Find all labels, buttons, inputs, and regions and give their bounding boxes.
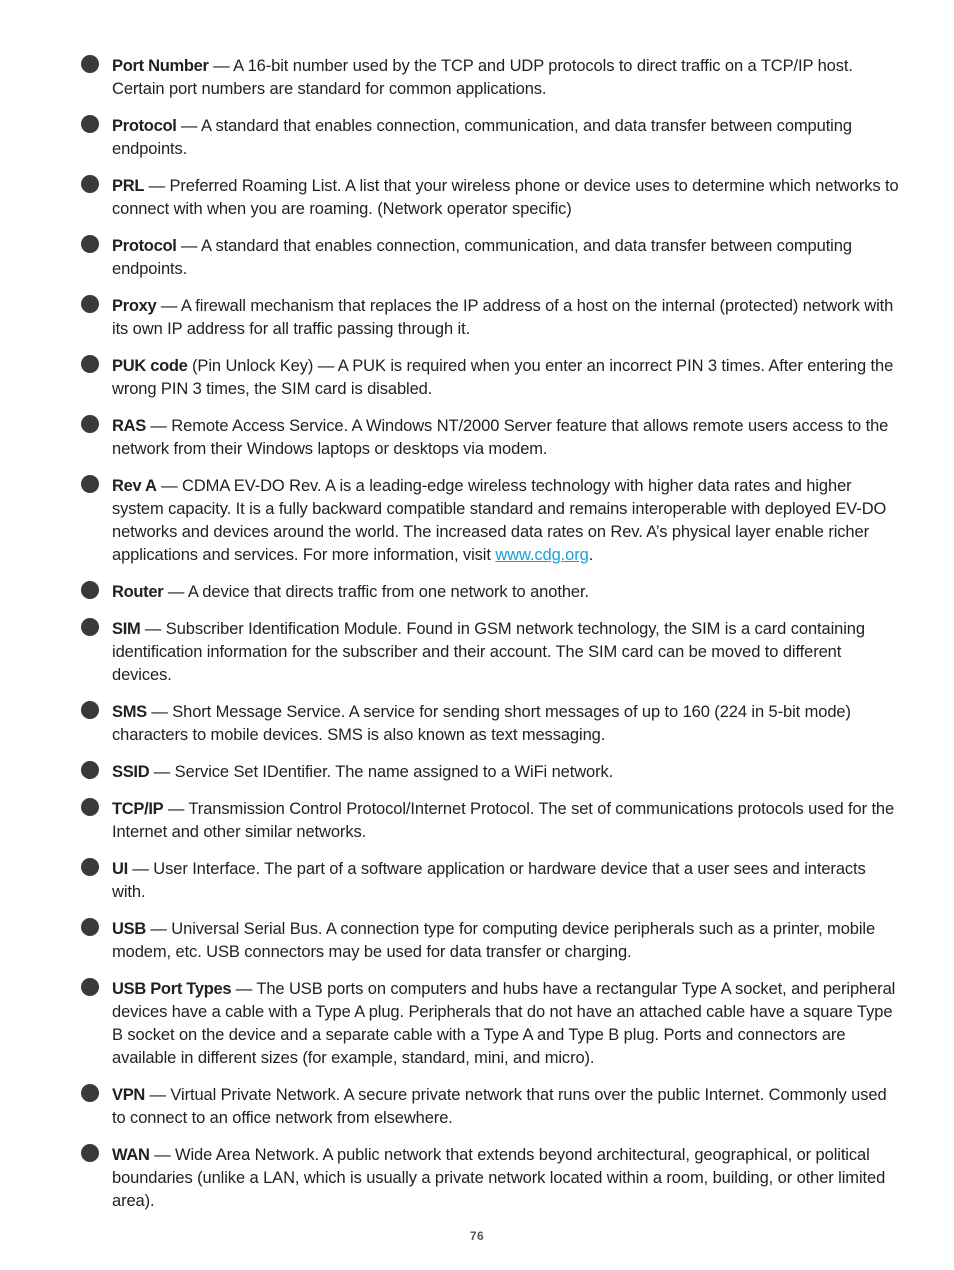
glossary-entry [80, 1084, 900, 1130]
glossary-entry [80, 475, 900, 567]
glossary-entry [80, 355, 900, 401]
glossary-definition: — A device that directs traffic from one network to another. [163, 583, 589, 601]
glossary-term: TCP/IP [112, 800, 164, 818]
glossary-term: Protocol [112, 237, 177, 255]
bullet-icon [81, 475, 99, 493]
definition-end-punctuation: . [588, 546, 594, 564]
glossary-definition: — A firewall mechanism that replaces the IP address of a host on the internal (protected) network with its own IP address for all traffic passing through it. [112, 297, 894, 338]
glossary-entry [80, 978, 900, 1070]
glossary-entry [80, 1144, 900, 1213]
bullet-icon [81, 618, 99, 636]
glossary-definition: — Short Message Service. A service for sending short messages of up to 160 (224 in 5-bit mode) characters to mobile devices. SMS is also known as text messaging. [112, 703, 851, 744]
glossary-definition: (Pin Unlock Key) — A PUK is required when you enter an incorrect PIN 3 times. After entering the wrong PIN 3 times, the SIM card is disabled. [112, 357, 894, 398]
bullet-icon [81, 581, 99, 599]
glossary-term: Rev A [112, 477, 157, 495]
glossary-entry [80, 858, 900, 904]
glossary-entry [80, 918, 900, 964]
glossary-entry [80, 581, 900, 604]
glossary-term: Port Number [112, 57, 209, 75]
glossary-term: Proxy [112, 297, 157, 315]
bullet-icon [81, 235, 99, 253]
bullet-icon [81, 978, 99, 996]
glossary-term: USB [112, 920, 146, 938]
glossary-term: SIM [112, 620, 141, 638]
bullet-icon [81, 918, 99, 936]
glossary-entry [80, 295, 900, 341]
bullet-icon [81, 295, 99, 313]
glossary-term: PUK code [112, 357, 188, 375]
glossary-definition: — Virtual Private Network. A secure private network that runs over the public Internet. Commonly used to connect to an office network from elsewhere. [112, 1086, 887, 1127]
glossary-definition: — Universal Serial Bus. A connection type for computing device peripherals such as a printer, mobile modem, etc. USB connectors may be used for data transfer or charging. [112, 920, 876, 961]
glossary-definition: — Preferred Roaming List. A list that your wireless phone or device uses to determine which networks to connect with when you are roaming. (Network operator specific) [112, 177, 899, 218]
bullet-icon [81, 175, 99, 193]
bullet-icon [81, 1144, 99, 1162]
bullet-icon [81, 1084, 99, 1102]
glossary-list [80, 55, 900, 1227]
glossary-entry [80, 761, 900, 784]
glossary-definition: — A 16-bit number used by the TCP and UDP protocols to direct traffic on a TCP/IP host. Certain port numbers are standard for common applications. [112, 57, 853, 98]
glossary-term: USB Port Types [112, 980, 232, 998]
glossary-entry [80, 115, 900, 161]
glossary-definition: — User Interface. The part of a software application or hardware device that a user sees and interacts with. [112, 860, 866, 901]
glossary-term: SSID [112, 763, 150, 781]
glossary-definition: — Wide Area Network. A public network that extends beyond architectural, geographical, or political boundaries (unlike a LAN, which is usually a private network located within a room, building, or other limited area). [112, 1146, 886, 1210]
glossary-term: Router [112, 583, 164, 601]
bullet-icon [81, 798, 99, 816]
bullet-icon [81, 701, 99, 719]
glossary-term: VPN [112, 1086, 146, 1104]
glossary-definition: — A standard that enables connection, communication, and data transfer between computing endpoints. [112, 237, 852, 278]
bullet-icon [81, 355, 99, 373]
page-number: 76 [469, 1229, 485, 1243]
glossary-term: RAS [112, 417, 146, 435]
glossary-definition: — Transmission Control Protocol/Internet Protocol. The set of communications protocols used for the Internet and other similar networks. [112, 800, 895, 841]
glossary-term: SMS [112, 703, 147, 721]
glossary-entry [80, 618, 900, 687]
cdg-link[interactable]: www.cdg.org [495, 546, 589, 564]
glossary-definition: — Subscriber Identification Module. Found in GSM network technology, the SIM is a card containing identification information for the subscriber and their account. The SIM card can be moved to different devices. [112, 620, 865, 684]
bullet-icon [81, 415, 99, 433]
glossary-entry [80, 798, 900, 844]
glossary-definition: — A standard that enables connection, communication, and data transfer between computing endpoints. [112, 117, 852, 158]
glossary-entry [80, 701, 900, 747]
glossary-entry [80, 175, 900, 221]
glossary-entry [80, 235, 900, 281]
glossary-term: WAN [112, 1146, 150, 1164]
glossary-term: UI [112, 860, 128, 878]
bullet-icon [81, 55, 99, 73]
bullet-icon [81, 115, 99, 133]
glossary-definition: — Service Set IDentifier. The name assigned to a WiFi network. [149, 763, 614, 781]
glossary-term: PRL [112, 177, 145, 195]
glossary-entry [80, 55, 900, 101]
bullet-icon [81, 761, 99, 779]
glossary-entry [80, 415, 900, 461]
bullet-icon [81, 858, 99, 876]
glossary-definition: — CDMA EV-DO Rev. A is a leading-edge wireless technology with higher data rates and higher system capacity. It is a fully backward compatible standard and remains interoperable with deployed EV-DO networks and devices around the world. The increased data rates on Rev. A’s physical layer enable richer applications and services. For more information, visit [112, 477, 887, 564]
glossary-term: Protocol [112, 117, 177, 135]
glossary-definition: — The USB ports on computers and hubs have a rectangular Type A socket, and peripheral devices have a cable with a Type A plug. Peripherals that do not have an attached cable have a square Type B socket on the device and a separate cable with a Type A and Type B plug. Ports and connectors are available in different sizes (for example, standard, mini, and micro). [112, 980, 896, 1067]
glossary-definition: — Remote Access Service. A Windows NT/2000 Server feature that allows remote users access to the network from their Windows laptops or desktops via modem. [112, 417, 889, 458]
